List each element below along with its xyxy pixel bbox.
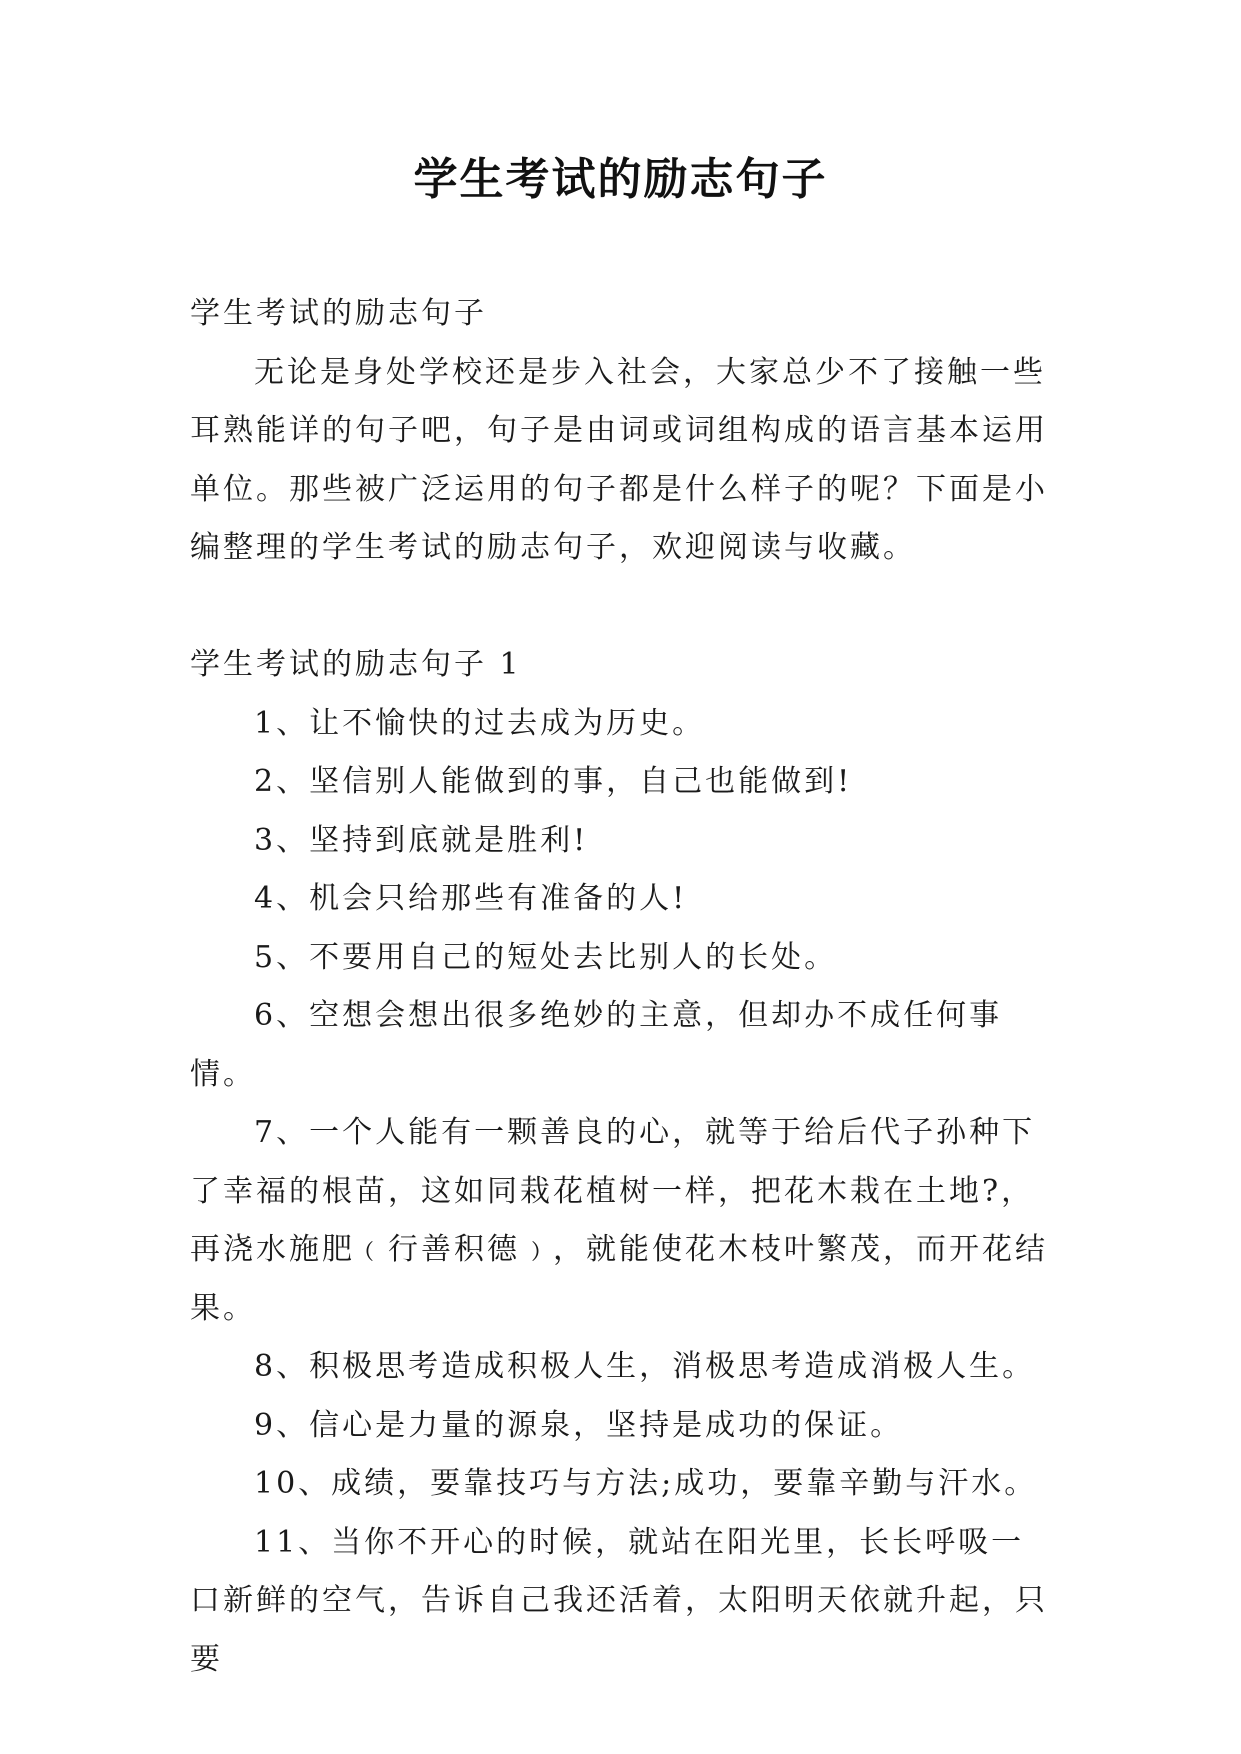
list-item: 7、一个人能有一颗善良的心，就等于给后代子孙种下了幸福的根苗，这如同栽花植树一样，把花木栽在土地?，再浇水施肥﹙行善积德﹚，就能使花木枝叶繁茂，而开花结果。 [190, 1115, 1048, 1326]
list-item: 10、成绩，要靠技巧与方法;成功，要靠辛勤与汗水。 [254, 1466, 1038, 1501]
list-item: 9、信心是力量的源泉，坚持是成功的保证。 [254, 1407, 904, 1443]
list-item: 4、机会只给那些有准备的人! [254, 881, 688, 916]
document-title: 学生考试的励志句子 [413, 154, 828, 205]
section-heading: 学生考试的励志句子 1 [190, 647, 522, 682]
subtitle: 学生考试的励志句子 [190, 296, 487, 331]
list-item: 1、让不愉快的过去成为历史。 [254, 705, 706, 741]
list-item: 3、坚持到底就是胜利! [254, 822, 589, 858]
list-item: 2、坚信别人能做到的事，自己也能做到! [254, 764, 853, 799]
spacer [190, 578, 1050, 637]
document-body [190, 285, 1050, 1689]
intro-paragraph: 无论是身处学校还是步入社会，大家总少不了接触一些耳熟能详的句子吧，句子是由词或词组构成的语言基本运用单位。那些被广泛运用的句子都是什么样子的呢？下面是小编整理的学生考试的励志句子，欢迎阅读与收藏。 [190, 354, 1048, 565]
list-item: 5、不要用自己的短处去比别人的长处。 [254, 939, 838, 975]
list-item: 11、当你不开心的时候，就站在阳光里，长长呼吸一口新鲜的空气，告诉自己我还活着，太阳明天依就升起，只要 [190, 1524, 1048, 1677]
list-item: 6、空想会想出很多绝妙的主意，但却办不成任何事情。 [190, 998, 1003, 1092]
list-item: 8、积极思考造成积极人生，消极思考造成消极人生。 [254, 1349, 1036, 1384]
